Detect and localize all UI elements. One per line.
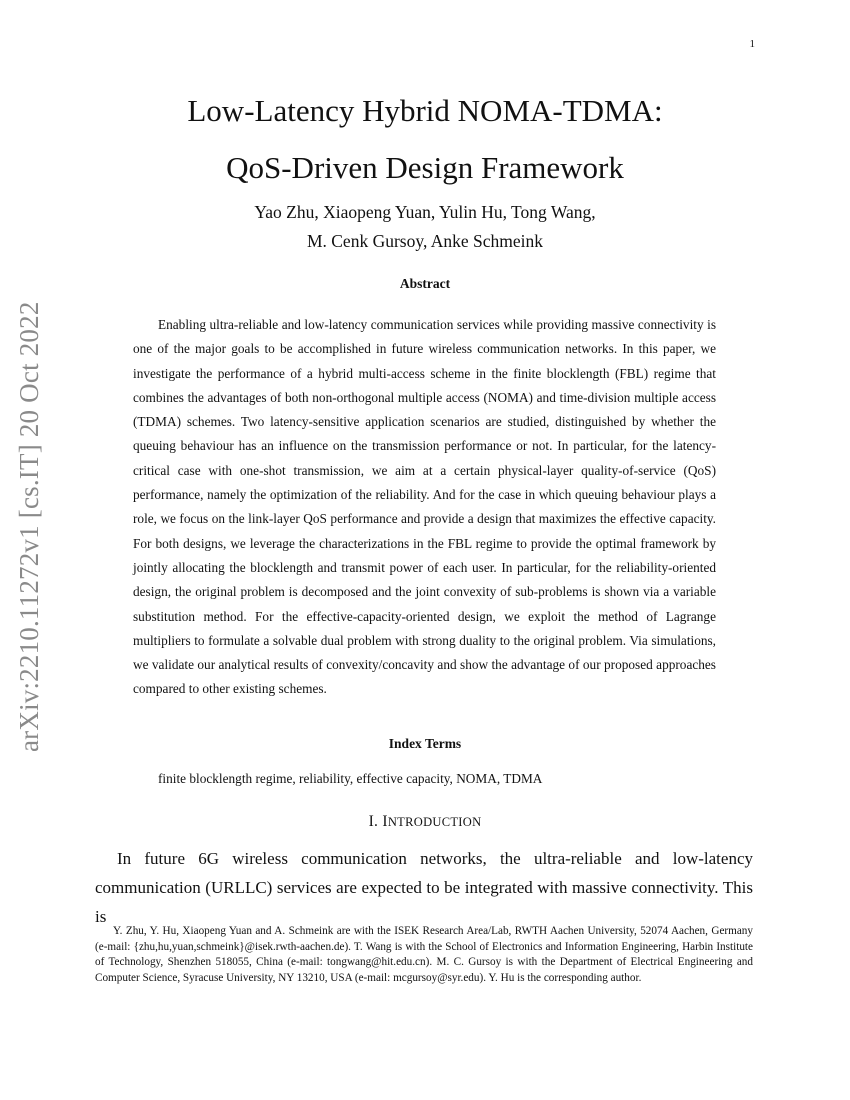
introduction-paragraph: In future 6G wireless communication networks, the ultra-reliable and low-latency communication (URLLC) services are expected to be integrated with massive connectivity. This is: [95, 849, 753, 926]
section-heading-introduction: [100, 813, 750, 831]
author-list: [100, 198, 750, 256]
section-title-initial: I: [382, 813, 388, 830]
index-terms-body: finite blocklength regime, reliability, effective capacity, NOMA, TDMA: [158, 771, 543, 786]
author-affiliation-footnote: Y. Zhu, Y. Hu, Xiaopeng Yuan and A. Schmeink are with the ISEK Research Area/Lab, RWTH Aachen University, 52074 Aachen, Germany (e-mail: {zhu,hu,yuan,schmeink}@isek.rwth-aachen.de). T. Wang is with the School of Electronics and Information Engineering, Harbin Institute of Technology, Shenzhen 518055, China (e-mail: tongwang@hit.edu.cn). M. C. Gursoy is with the Department of Electrical Engineering and Computer Science, Syracuse University, NY 13210, USA (e-mail: mcgursoy@syr.edu). Y. Hu is the corresponding author.: [95, 925, 753, 984]
section-number: I.: [368, 813, 383, 830]
paper-title-line-1: Low-Latency Hybrid NOMA-TDMA:: [187, 93, 663, 128]
author-list-line-1: Yao Zhu, Xiaopeng Yuan, Yulin Hu, Tong Wang,: [254, 202, 596, 222]
page-number: 1: [749, 38, 755, 50]
section-title-rest: NTRODUCTION: [387, 815, 482, 829]
arxiv-identifier-stamp[interactable]: arXiv:2210.11272v1 [cs.IT] 20 Oct 2022: [14, 301, 44, 752]
abstract-heading: Abstract: [399, 276, 451, 291]
author-list-line-2: M. Cenk Gursoy, Anke Schmeink: [306, 231, 544, 251]
abstract-body: Enabling ultra-reliable and low-latency communication services while providing massive connectivity is one of the major goals to be accomplished in future wireless communication networks. In this paper, we investigate the performance of a hybrid multi-access scheme in the finite blocklength (FBL) regime that combines the advantages of both non-orthogonal multiple access (NOMA) and time-division multiple access (TDMA) schemes. Two latency-sensitive application scenarios are studied, distinguished by whether the queuing behaviour has an influence on the transmission performance or not. In particular, for the latency-critical case with one-shot transmission, we aim at a certain physical-layer quality-of-service (QoS) performance, namely the optimization of the reliability. And for the case in which queuing behaviour plays a role, we focus on the link-layer QoS performance and provide a design that maximizes the effective capacity. For both designs, we leverage the characterizations in the FBL regime to provide the optimal framework by jointly allocating the blocklength and transmit power of each user. In particular, for the reliability-oriented design, the original problem is decomposed and the joint convexity of sub-problems is shown via a variable substitution method. For the effective-capacity-oriented design, we exploit the method of Lagrange multipliers to formulate a solvable dual problem with strong duality to the original problem. Via simulations, we validate our analytical results of convexity/concavity and show the advantage of our proposed approaches compared to other existing schemes.: [133, 317, 716, 697]
paper-title: [100, 82, 750, 196]
paper-title-line-2: QoS-Driven Design Framework: [226, 150, 624, 185]
index-terms-heading: Index Terms: [388, 736, 462, 751]
